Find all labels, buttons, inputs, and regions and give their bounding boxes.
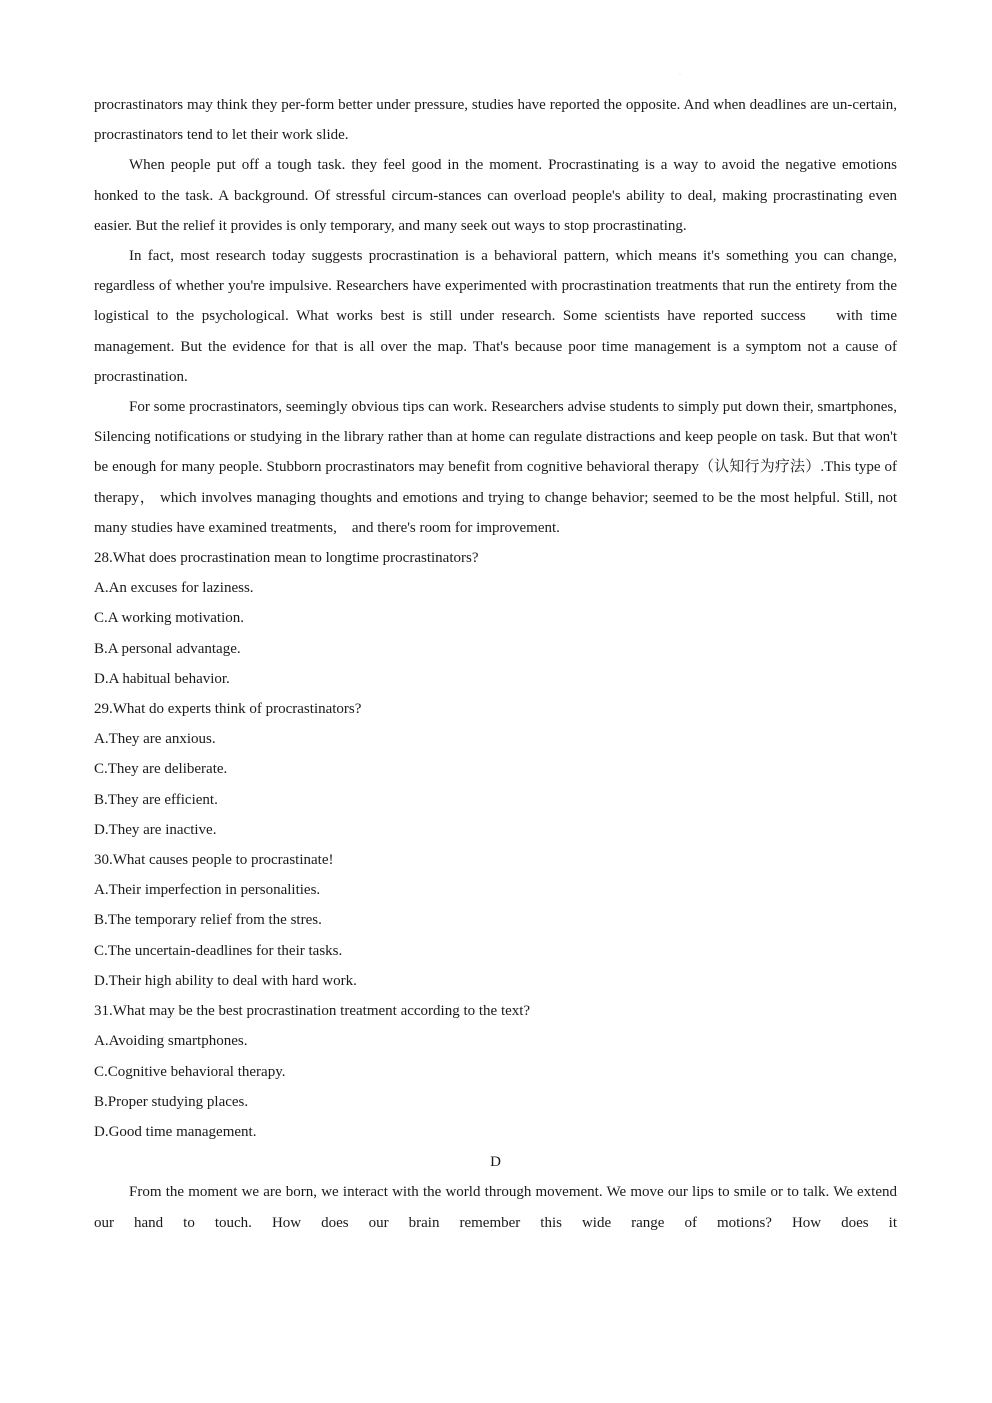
question-stem: 30.What causes people to procrastinate! [94, 852, 334, 869]
question-option: C.They are deliberate. [94, 761, 228, 778]
question-stem: 28.What does procrastination mean to longtime procrastinators? [94, 550, 479, 567]
question-29 [94, 694, 897, 845]
question-option: D.Good time management. [94, 1123, 257, 1140]
question-28 [94, 543, 897, 694]
question-option: B.A personal advantage. [94, 640, 241, 657]
corner-mark: · [679, 72, 681, 78]
question-option: A.Their imperfection in personalities. [94, 882, 321, 899]
question-option: C.A working motivation. [94, 610, 244, 627]
question-option: A.They are anxious. [94, 731, 216, 748]
passage-paragraph-3: In fact, most research today suggests procrastination is a behavioral pattern, which means it's something you can change, regardless of whether you're impulsive. Researchers have experimented with procrastination treatments that run the entirety from the logistical to the psychological. What works best is still under research. Some scientists have reported success with time management. But the evidence for that is all over the map. That's because poor time management is a symptom not a cause of procrastination. [94, 248, 901, 385]
question-option: D.Their high ability to deal with hard work. [94, 972, 357, 989]
section-d-paragraph-1: From the moment we are born, we interact with the world through movement. We move our lips to smile or to talk. We extend our hand to touch. How does our brain remember this wide range of motions? How does it [94, 1184, 897, 1231]
question-stem: 31.What may be the best procrastination treatment according to the text? [94, 1003, 531, 1020]
question-option: C.Cognitive behavioral therapy. [94, 1063, 286, 1080]
question-option: C.The uncertain-deadlines for their tasks. [94, 942, 343, 959]
section-heading: D [490, 1154, 501, 1171]
question-option: A.Avoiding smartphones. [94, 1033, 248, 1050]
passage-paragraph-4: For some procrastinators, seemingly obvious tips can work. Researchers advise students to simply put down their, smartphones, Silencing notifications or studying in the library rather than at home can regulate distractions and keep people on task. But that won't be enough for many people. Stubborn procrastinators may benefit from cognitive behavioral therapy（认知行为疗法）.This type of therapy， which involves managing thoughts and emotions and trying to change behavior; seemed to be the most helpful. Still, not many studies have examined treatments, and there's room for improvement. [94, 399, 901, 536]
passage-paragraph-2: When people put off a tough task. they feel good in the moment. Procrastinating is a way to avoid the negative emotions honked to the task. A background. Of stressful circum-stances can overload people's ability to deal, making procrastinating even easier. But the relief it provides is only temporary, and many seek out ways to stop procrastinating. [94, 157, 897, 234]
question-option: D.They are inactive. [94, 821, 217, 838]
document-page [94, 90, 901, 1238]
question-option: B.The temporary relief from the stres. [94, 912, 322, 929]
passage-paragraph-1: procrastinators may think they per-form better under pressure, studies have reported the opposite. And when deadlines are un-certain, procrastinators tend to let their work slide. [94, 97, 897, 144]
question-30 [94, 845, 897, 996]
question-stem: 29.What do experts think of procrastinators? [94, 701, 362, 718]
question-option: B.Proper studying places. [94, 1093, 249, 1110]
question-option: D.A habitual behavior. [94, 670, 230, 687]
question-option: A.An excuses for laziness. [94, 580, 254, 597]
question-option: B.They are efficient. [94, 791, 218, 808]
question-31 [94, 996, 897, 1147]
